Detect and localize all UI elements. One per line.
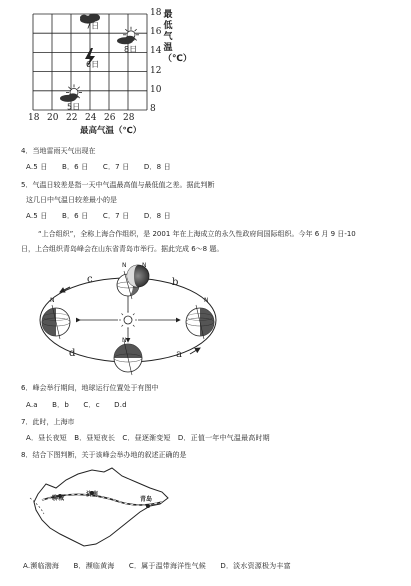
orbit-label-c: c bbox=[87, 274, 93, 285]
x-tick-label: 24 bbox=[85, 113, 97, 123]
north-pole-mark: N bbox=[142, 262, 147, 269]
question-7-options: A．昼长夜短 B．昼短夜长 C．昼逐渐变短 D．正值一年中气温最高时期 bbox=[26, 434, 270, 442]
question-5-stem-line2: 这几日中气温日较差最小的是 bbox=[26, 196, 117, 204]
orbit-label-b: b bbox=[172, 277, 179, 288]
question-4-stem: 4．当地雷雨天气出现在 bbox=[21, 147, 96, 155]
question-6-options: A.a B．b C．c D.d bbox=[26, 401, 127, 409]
x-tick-label: 18 bbox=[28, 113, 40, 123]
data-point-7日 bbox=[80, 14, 100, 31]
y-tick-label: 18 bbox=[150, 8, 162, 18]
city-label-qingdao: 青岛 bbox=[140, 496, 153, 503]
question-5-stem: 5．气温日较差是指一天中气温最高值与最低值之差。据此判断 bbox=[21, 181, 215, 189]
passage-line2: 日，上合组织青岛峰会在山东省青岛市举行。据此完成 6～8 题。 bbox=[21, 245, 224, 253]
x-tick-label: 28 bbox=[123, 113, 135, 123]
x-tick-label: 20 bbox=[47, 113, 59, 123]
question-4-options: A.5 日 B．6 日 C．7 日 D．8 日 bbox=[26, 163, 171, 171]
temperature-chart-svg bbox=[0, 0, 411, 140]
x-axis-label: 最高气温（℃） bbox=[80, 126, 142, 136]
data-point-label: 5日 bbox=[67, 102, 81, 112]
city-label-jinan: 济南 bbox=[86, 491, 99, 498]
y-tick-label: 14 bbox=[150, 46, 162, 57]
y-tick-label: 8 bbox=[150, 104, 156, 114]
north-pole-mark: N bbox=[122, 262, 127, 269]
question-5-options: A.5 日 B．6 日 C．7 日 D．8 日 bbox=[26, 212, 171, 220]
earth-globe-right bbox=[186, 305, 214, 339]
orbit-label-a: a bbox=[176, 349, 182, 360]
question-8-options: A.濒临渤海 B．濒临黄海 C．属于温带海洋性气候 D．淡水资源极为丰富 bbox=[23, 562, 291, 570]
data-point-6日 bbox=[85, 48, 99, 69]
passage-line1: “上合组织”，全称上海合作组织，是 2001 年在上海成立的永久性政府间国际组织。今年 6 月 9 日-10 bbox=[38, 230, 356, 238]
y-tick-label: 12 bbox=[150, 65, 162, 76]
chart-marks bbox=[60, 14, 139, 112]
shandong-map-svg bbox=[0, 462, 411, 558]
data-point-label: 6日 bbox=[86, 60, 100, 69]
earth-globe-left bbox=[42, 305, 70, 339]
x-tick-label: 26 bbox=[104, 113, 116, 123]
earth-orbit-svg bbox=[0, 262, 411, 380]
x-tick-label: 22 bbox=[66, 113, 78, 123]
city-label-liaocheng: 聊城 bbox=[52, 495, 65, 502]
sun-icon bbox=[119, 311, 137, 329]
data-point-label: 8日 bbox=[124, 44, 138, 54]
north-pole-mark: N bbox=[50, 297, 55, 304]
orbit-label-d: d bbox=[69, 348, 76, 359]
y-axis-label: 最低气温（℃） bbox=[163, 10, 192, 64]
data-point-label: 7日 bbox=[86, 21, 100, 31]
question-7-stem: 7．此时，上海市 bbox=[21, 418, 75, 426]
north-pole-mark: N bbox=[204, 297, 209, 304]
y-tick-label: 16 bbox=[150, 27, 162, 38]
north-pole-mark: N bbox=[122, 337, 127, 344]
question-6-stem: 6．峰会举行期间，地球运行位置处于有图中 bbox=[21, 384, 159, 392]
y-tick-label: 10 bbox=[150, 84, 162, 95]
earth-globe-bottom bbox=[114, 341, 142, 375]
question-8-stem: 8．结合下图判断，关于该峰会举办地的叙述正确的是 bbox=[21, 451, 187, 459]
city-marker-qingdao bbox=[146, 504, 150, 508]
